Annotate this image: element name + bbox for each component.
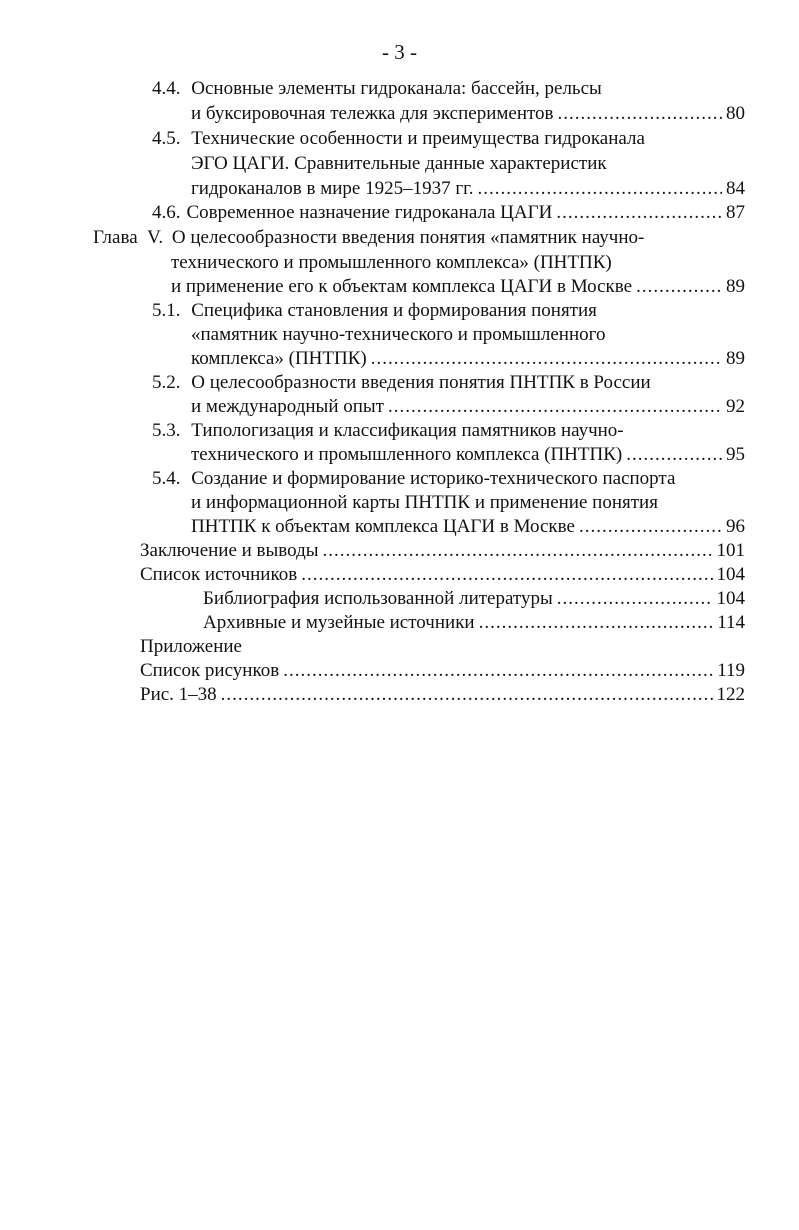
toc-entry-sources <box>140 563 745 587</box>
page-ref: 114 <box>717 612 745 633</box>
section-title-cont: комплекса» (ПНТПК) <box>191 348 367 369</box>
section-title: Основные элементы гидроканала: бассейн, рельсы <box>191 78 602 99</box>
toc-entry-4-5-line3 <box>191 177 745 201</box>
toc-entry-5-4-line1 <box>152 467 675 491</box>
dot-leader <box>323 539 713 563</box>
entry-title: Архивные и музейные источники <box>203 612 475 633</box>
page-ref: 87 <box>726 202 745 223</box>
section-title: О целесообразности введения понятия ПНТПК в России <box>191 372 651 393</box>
dot-leader <box>479 611 714 635</box>
toc-entry-5-1-line1 <box>152 299 597 323</box>
toc-chapter-5-line2 <box>171 251 612 275</box>
section-title-cont: ПНТПК к объектам комплекса ЦАГИ в Москве <box>191 516 575 537</box>
page-ref: 96 <box>726 516 745 537</box>
chapter-title-cont: технического и промышленного комплекса» (ПНТПК) <box>171 252 612 273</box>
section-title: Специфика становления и формирования понятия <box>191 300 597 321</box>
toc-entry-5-3-line2 <box>191 443 745 467</box>
toc-entry-5-1-line2 <box>191 323 605 347</box>
chapter-title-cont: и применение его к объектам комплекса ЦАГИ в Москве <box>171 276 633 297</box>
section-title-cont: и буксировочная тележка для экспериментов <box>191 103 554 124</box>
toc-entry-figures <box>140 683 745 707</box>
dot-leader <box>371 347 722 371</box>
dot-leader <box>478 177 722 201</box>
section-title-cont: технического и промышленного комплекса (ПНТПК) <box>191 444 623 465</box>
toc-entry-figure-list <box>140 659 745 683</box>
section-number: 5.4. <box>152 468 181 489</box>
entry-title: Список рисунков <box>140 660 280 681</box>
page-ref: 101 <box>716 540 745 561</box>
toc-entry-5-1-line3 <box>191 347 745 371</box>
page-ref: 122 <box>716 684 745 705</box>
toc-entry-5-2-line2 <box>191 395 745 419</box>
dot-leader <box>301 563 712 587</box>
section-number: 5.3. <box>152 420 181 441</box>
page-ref: 104 <box>716 588 745 609</box>
page-ref: 84 <box>726 178 745 199</box>
section-title: Создание и формирование историко-технического паспорта <box>191 468 676 489</box>
section-title: Современное назначение гидроканала ЦАГИ <box>186 202 553 223</box>
page-ref: 95 <box>726 444 745 465</box>
entry-title: Заключение и выводы <box>140 540 319 561</box>
page-ref: 80 <box>726 103 745 124</box>
toc-entry-conclusion <box>140 539 745 563</box>
dot-leader <box>388 395 722 419</box>
section-number: 4.6. <box>152 202 181 223</box>
dot-leader <box>556 201 722 225</box>
toc-entry-4-5-line2 <box>191 152 607 176</box>
toc-entry-4-4-line2 <box>191 102 745 126</box>
chapter-title: О целесообразности введения понятия «памятник научно- <box>171 227 645 248</box>
section-title: Типологизация и классификация памятников научно- <box>191 420 624 441</box>
toc-entry-5-3-line1 <box>152 419 624 443</box>
section-title: Технические особенности и преимущества гидроканала <box>191 128 645 149</box>
toc-entry-5-2-line1 <box>152 371 651 395</box>
toc-entry-5-4-line3 <box>191 515 745 539</box>
entry-title: Список источников <box>140 564 298 585</box>
toc-chapter-5-line1 <box>93 226 644 250</box>
page-ref: 92 <box>726 396 745 417</box>
toc-entry-5-4-line2 <box>191 491 658 515</box>
toc-entry-archives <box>203 611 745 635</box>
toc-entry-4-6 <box>152 201 745 225</box>
toc-chapter-5-line3 <box>171 275 745 299</box>
dot-leader <box>557 587 713 611</box>
section-title-cont: и международный опыт <box>191 396 384 417</box>
chapter-label: Глава V. <box>93 227 164 248</box>
toc-entry-bibliography <box>203 587 745 611</box>
section-title-cont: и информационной карты ПНТПК и применение понятия <box>191 492 658 513</box>
dot-leader <box>558 102 722 126</box>
page-ref: 104 <box>716 564 745 585</box>
section-title-cont: ЭГО ЦАГИ. Сравнительные данные характеристик <box>191 153 607 174</box>
section-number: 5.2. <box>152 372 181 393</box>
entry-title: Приложение <box>140 636 242 657</box>
page-number: - 3 - <box>382 40 417 64</box>
page-ref: 89 <box>726 276 745 297</box>
page-ref: 119 <box>717 660 745 681</box>
toc-entry-4-5-line1 <box>152 127 645 151</box>
section-title-cont: «памятник научно-технического и промышленного <box>191 324 606 345</box>
dot-leader <box>283 659 713 683</box>
section-number: 4.5. <box>152 128 181 149</box>
dot-leader <box>221 683 713 707</box>
toc-entry-appendix <box>140 635 242 659</box>
section-number: 4.4. <box>152 78 181 99</box>
dot-leader <box>579 515 722 539</box>
toc-entry-4-4-line1 <box>152 77 602 101</box>
section-number: 5.1. <box>152 300 181 321</box>
entry-title: Библиография использованной литературы <box>203 588 553 609</box>
section-title-cont: гидроканалов в мире 1925–1937 гг. <box>191 178 474 199</box>
dot-leader <box>626 443 722 467</box>
entry-title: Рис. 1–38 <box>140 684 217 705</box>
dot-leader <box>636 275 722 299</box>
page-ref: 89 <box>726 348 745 369</box>
